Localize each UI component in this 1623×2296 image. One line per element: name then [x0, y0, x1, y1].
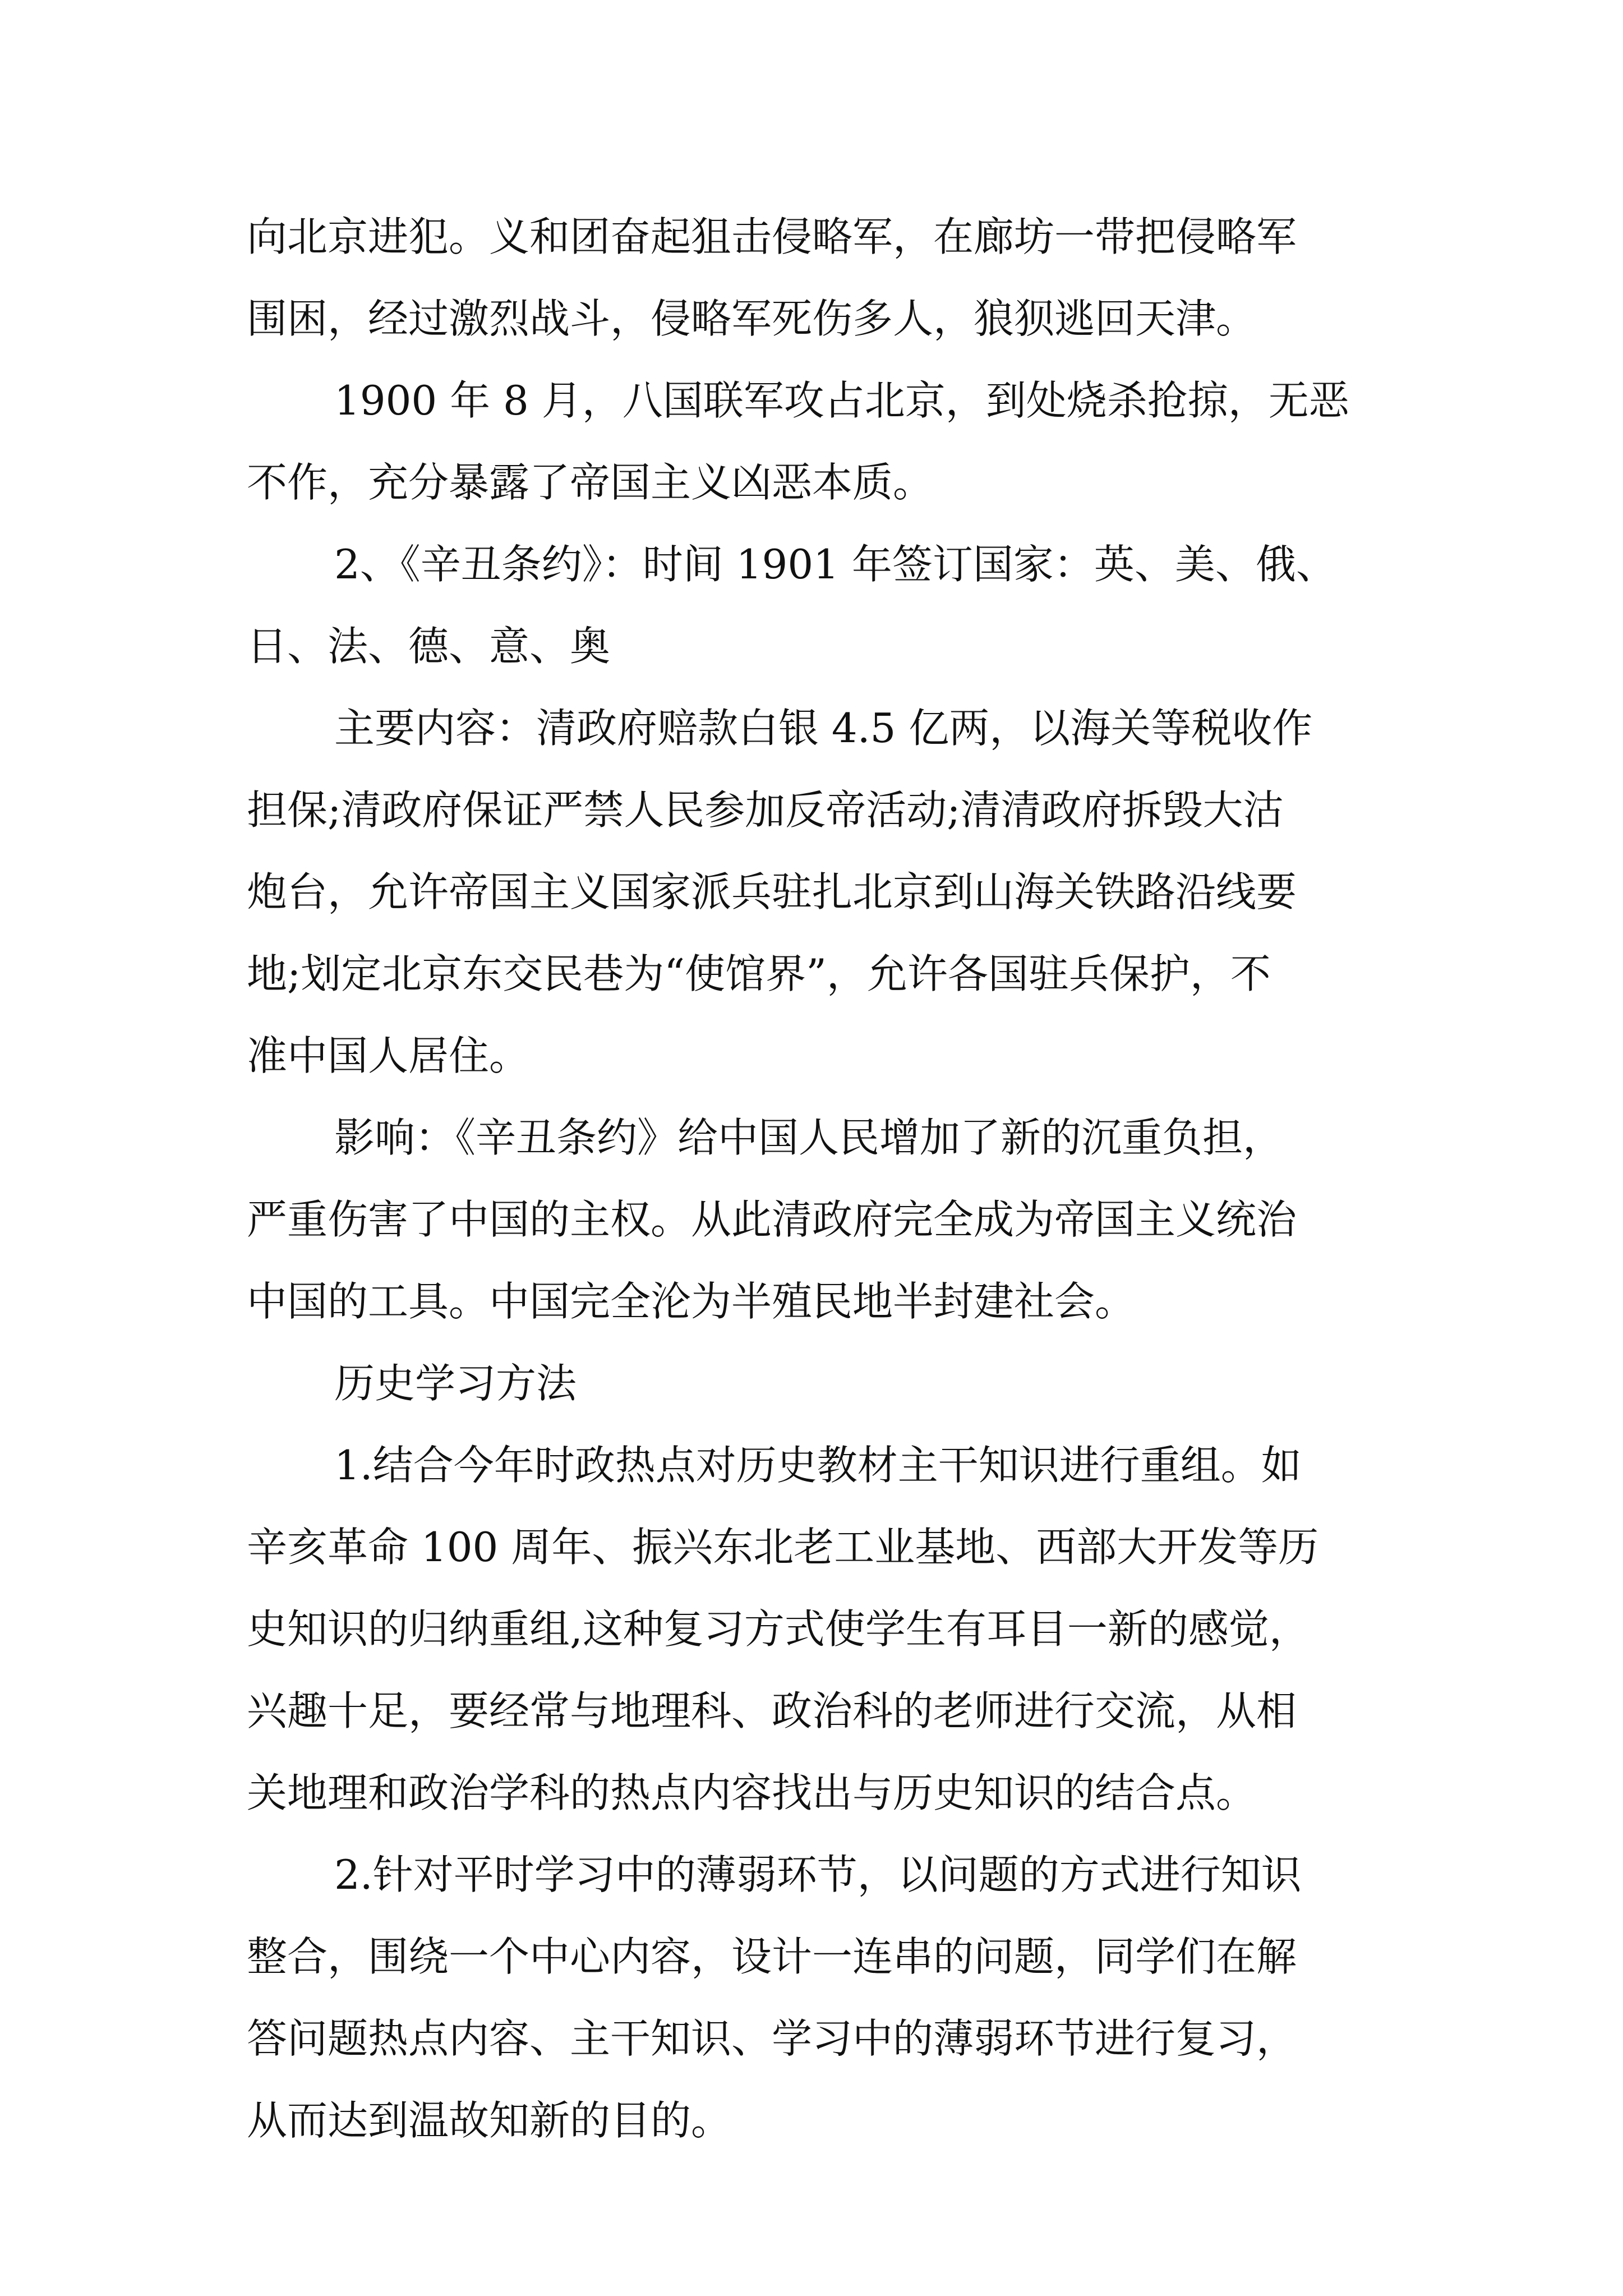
text-line: 准中国人居住。	[247, 1032, 530, 1079]
text-line: 从而达到温故知新的目的。	[247, 2097, 732, 2144]
text-line: 严重伤害了中国的主权。从此清政府完全成为帝国主义统治	[247, 1196, 1297, 1243]
text-line: 史知识的归纳重组,这种复习方式使学生有耳目一新的感觉，	[247, 1605, 1310, 1653]
text-line: 不作，充分暴露了帝国主义凶恶本质。	[247, 459, 934, 506]
text-line: 围困，经过激烈战斗，侵略军死伤多人，狼狈逃回天津。	[247, 295, 1257, 342]
text-line: 中国的工具。中国完全沦为半殖民地半封建社会。	[247, 1278, 1136, 1325]
text-line: 1.结合今年时政热点对历史教材主干知识进行重组。如	[334, 1442, 1302, 1489]
text-line: 影响：《辛丑条约》给中国人民增加了新的沉重负担，	[334, 1114, 1284, 1161]
text-line: 辛亥革命 100 周年、振兴东北老工业基地、西部大开发等历	[247, 1524, 1319, 1571]
text-line: 整合，围绕一个中心内容，设计一连串的问题，同学们在解	[247, 1933, 1297, 1980]
text-line: 1900 年 8 月，八国联军攻占北京，到处烧杀抢掠，无恶	[334, 377, 1349, 424]
text-line: 答问题热点内容、主干知识、学习中的薄弱环节进行复习，	[247, 2015, 1297, 2062]
text-line: 2、《辛丑条约》：时间 1901 年签订国家：英、美、俄、	[334, 541, 1336, 588]
text-line: 2.针对平时学习中的薄弱环节，以问题的方式进行知识	[334, 1851, 1302, 1898]
text-line: 兴趣十足，要经常与地理科、政治科的老师进行交流，从相	[247, 1687, 1297, 1734]
text-line: 主要内容：清政府赔款白银 4.5 亿两，以海关等税收作	[334, 705, 1313, 752]
text-line: 日、法、德、意、奥	[247, 623, 611, 670]
text-line: 关地理和政治学科的热点内容找出与历史知识的结合点。	[247, 1769, 1257, 1816]
text-line: 担保;清政府保证严禁人民参加反帝活动;清清政府拆毁大沽	[247, 786, 1284, 834]
text-line: 炮台，允许帝国主义国家派兵驻扎北京到山海关铁路沿线要	[247, 868, 1297, 915]
text-line: 地;划定北京东交民巷为“使馆界”，允许各国驻兵保护，不	[247, 950, 1271, 997]
section-heading: 历史学习方法	[334, 1360, 577, 1407]
text-line: 向北京进犯。义和团奋起狙击侵略军，在廊坊一带把侵略军	[247, 213, 1297, 260]
